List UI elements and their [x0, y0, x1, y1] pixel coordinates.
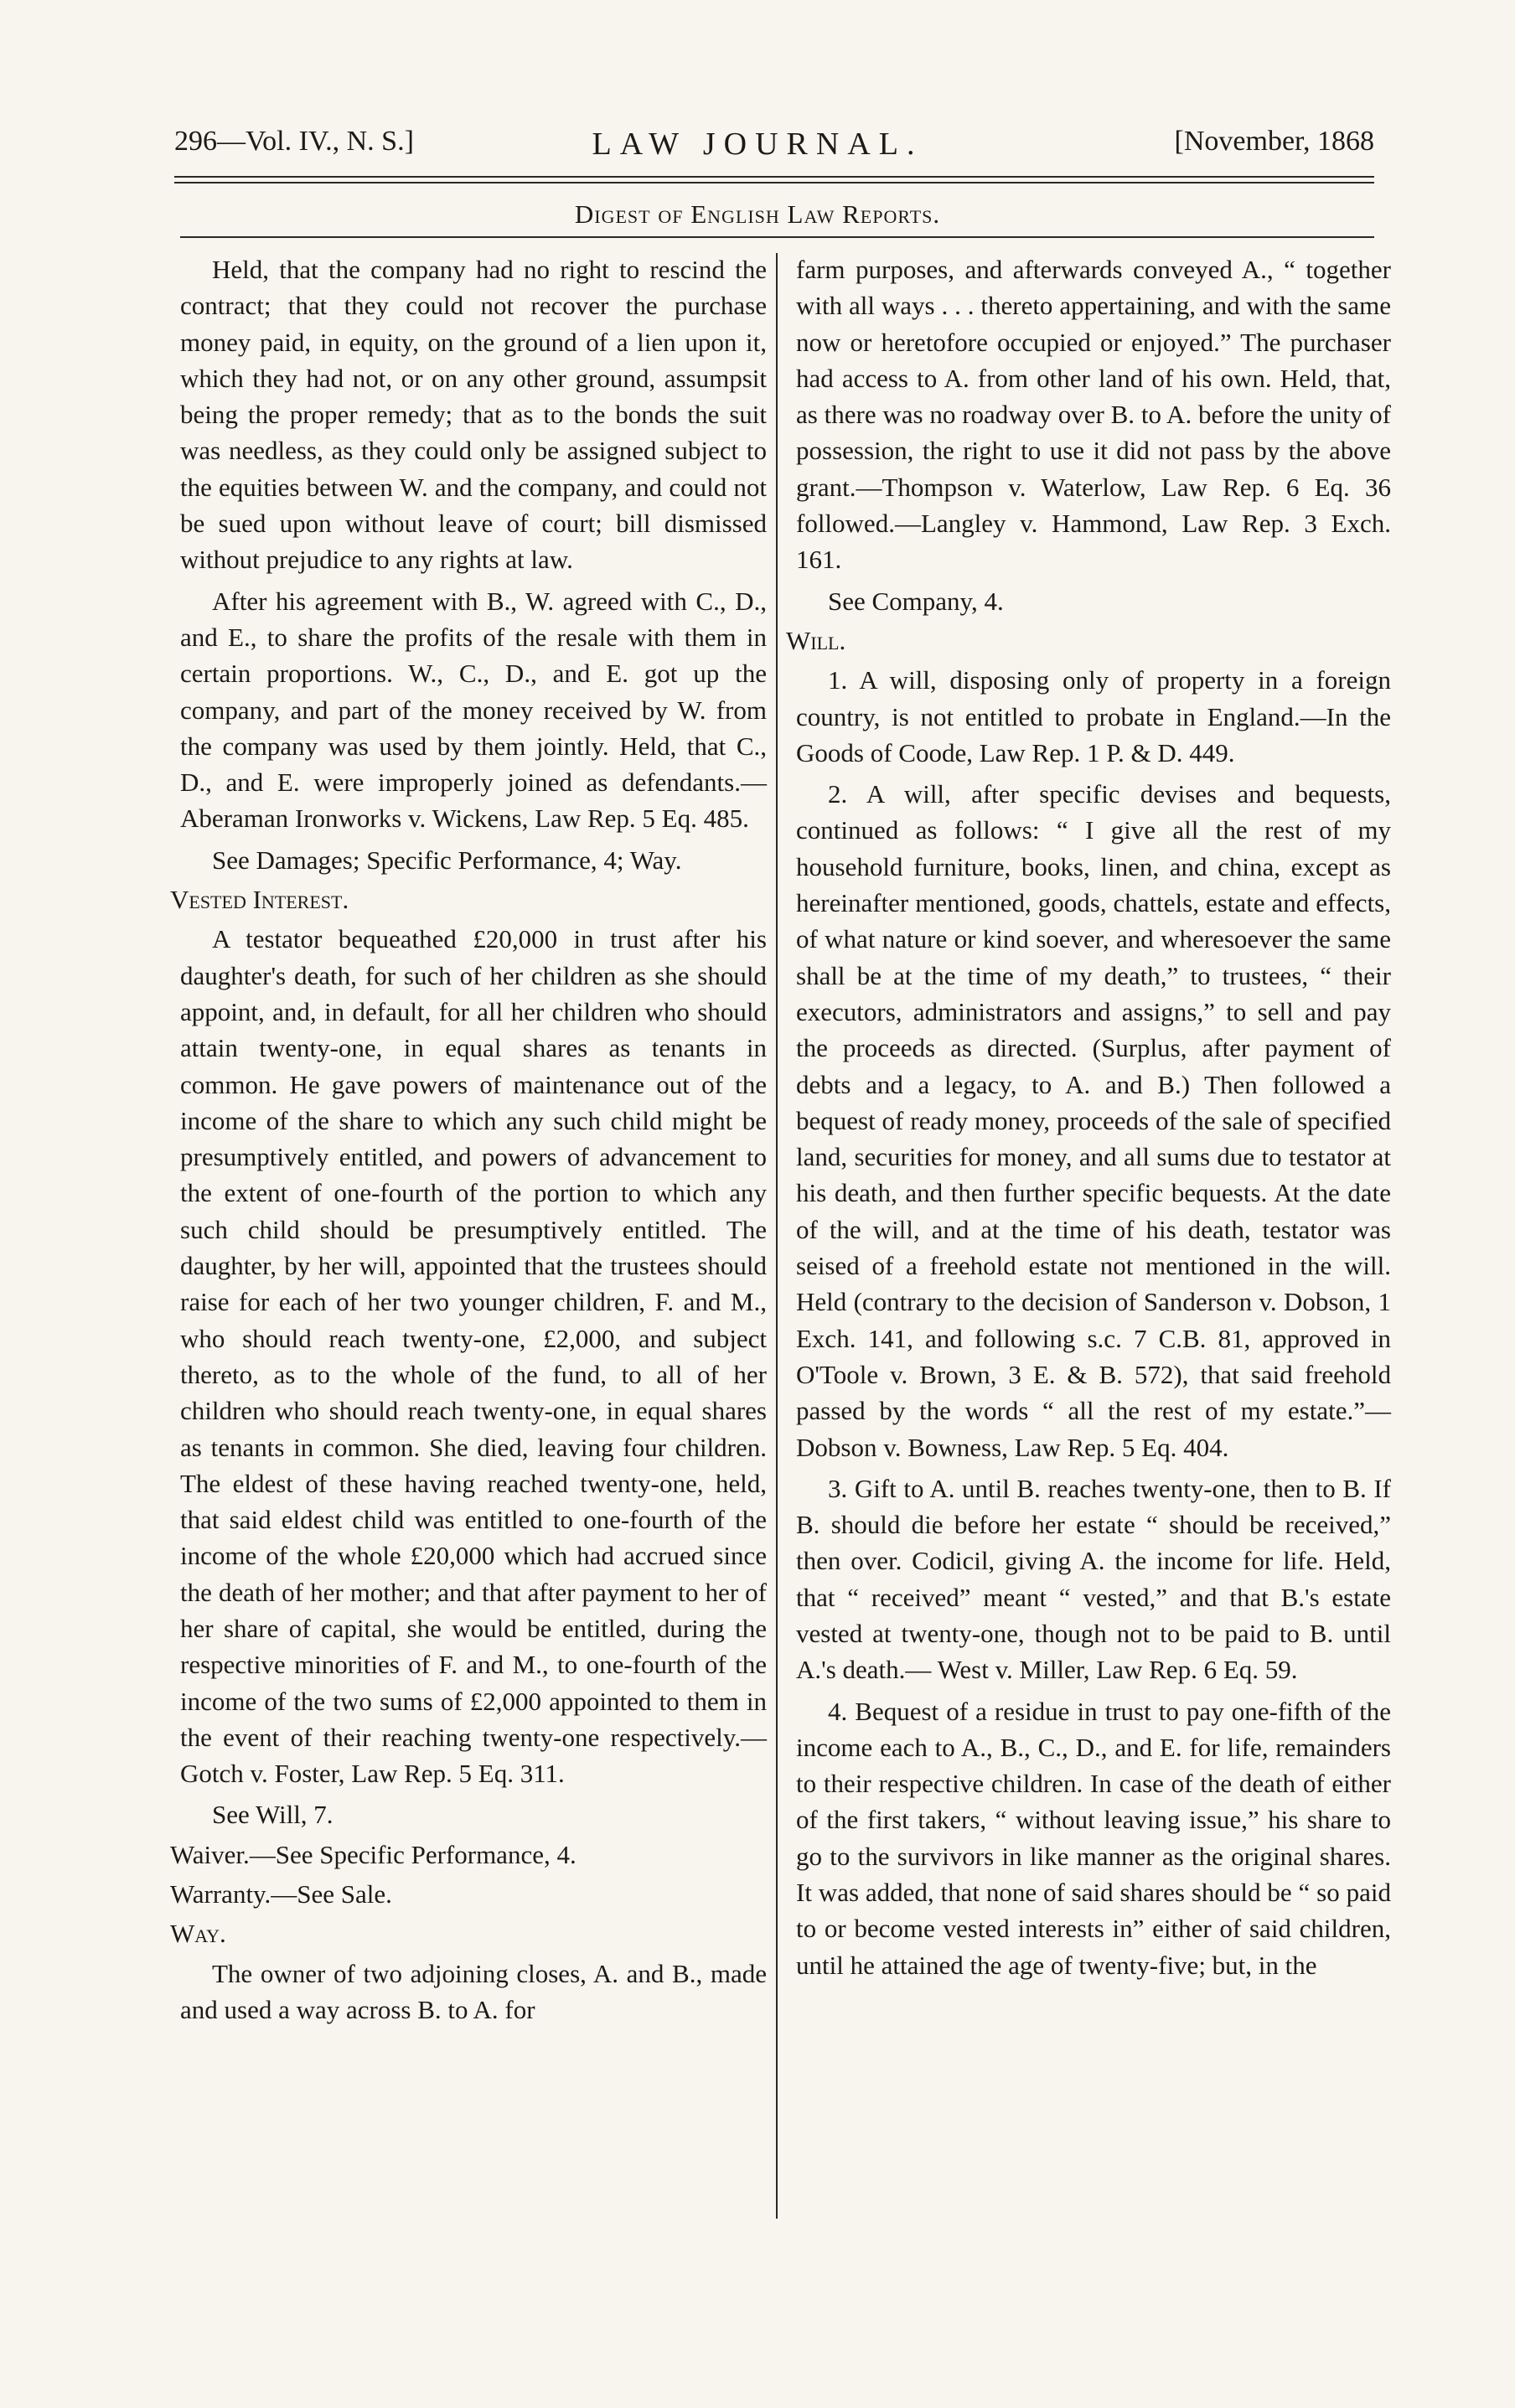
- paragraph: 4. Bequest of a residue in trust to pay one-fifth of the income each to A., B., C., D., and E. for life, remainders to their respective children. In case of the death of either of the first takers, “ without leaving issue,” his share to go to the survivors in like manner as the original shares. It was added, that none of said shares should be “ so paid to or become vested interests in” either of said children, until he attained the age of twenty-five; but, in the: [796, 1696, 1391, 1980]
- column-divider: [776, 253, 778, 2219]
- journal-title: LAW JOURNAL.: [592, 127, 923, 162]
- paragraph: 3. Gift to A. until B. reaches twenty-one, then to B. If B. should die before her estate “ should be received,” then over. Codicil, giving A. the income for life. Held, that “ received” meant “ vested,” and that B.'s estate vested at twenty-one, though not to be paid to B. until A.'s death.— West v. Miller, Law Rep. 6 Eq. 59.: [796, 1473, 1391, 1685]
- cross-reference: See Will, 7.: [212, 1800, 334, 1830]
- paragraph: After his agreement with B., W. agreed with C., D., and E., to share the profits of the resale with them in certain proportions. W., C., D., and E. got up the company, and part of the money received by W. from the company was used by them jointly. Held, that C., D., and E. were improperly joined as defendants.—Aberaman Ironworks v. Wickens, Law Rep. 5 Eq. 485.: [180, 586, 767, 834]
- section-heading: Digest of English Law Reports.: [574, 199, 941, 229]
- entry-heading: Way.: [170, 1919, 226, 1949]
- paragraph: A testator bequeathed £20,000 in trust after his daughter's death, for such of her children as she should appoint, and, in default, for all her children who should attain twenty-one, in equal shares as tenants in common. He gave powers of maintenance out of the income of the share to which any such child might be presumptively entitled, and powers of advancement to the extent of one-fourth of the portion to which any such child should be presumptively entitled. The daughter, by her will, appointed that the trustees should raise for each of her two younger children, F. and M., who should reach twenty-one, £2,000, and subject thereto, as to the whole of the fund, to all of her children who should reach twenty-one, in equal shares as tenants in common. She died, leaving four children. The eldest of these having reached twenty-one, held, that said eldest child was entitled to one-fourth of the income of the whole £20,000 which had accrued since the death of her mother; and that after payment to her of her share of capital, she would be entitled, during the respective minorities of F. and M., to one-fourth of the income of the two sums of £2,000 appointed to them in the event of their reaching twenty-one respectively.—Gotch v. Foster, Law Rep. 5 Eq. 311.: [180, 924, 767, 1789]
- running-head-date: [November, 1868: [1174, 126, 1374, 157]
- entry-heading: Waiver.—See Specific Performance, 4.: [170, 1839, 577, 1869]
- section-rule: [180, 236, 1374, 238]
- header-rule-top: [174, 176, 1374, 178]
- paragraph: The owner of two adjoining closes, A. and B., made and used a way across B. to A. for: [180, 1958, 767, 2024]
- entry-heading: Vested Interest.: [170, 885, 349, 915]
- paragraph: 1. A will, disposing only of property in a foreign country, is not entitled to probate in England.—In the Goods of Coode, Law Rep. 1 P. & D. 449.: [796, 665, 1391, 767]
- right-column: [786, 251, 1391, 1988]
- running-head-volume: 296—Vol. IV., N. S.]: [174, 126, 414, 157]
- entry-heading: Will.: [786, 625, 846, 655]
- paragraph: 2. A will, after specific devises and bequests, continued as follows: “ I give all the rest of my household furniture, books, linen, and china, except as hereinafter mentioned, goods, chattels, estate and effects, of what nature or kind soever, and wheresoever the same shall be at the time of my death,” to trustees, “ their executors, administrators and assigns,” to sell and pay the proceeds as directed. (Surplus, after payment of debts and a legacy, to A. and B.) Then followed a bequest of ready money, proceeds of the sale of specified land, securities for money, and all sums due to testator at his death, and then further specific bequests. At the date of the will, and at the time of his death, testator was seised of a freehold estate not mentioned in the will. Held (contrary to the decision of Sanderson v. Dobson, 1 Exch. 141, and following s.c. 7 C.B. 81, approved in O'Toole v. Brown, 3 E. & B. 572), that said freehold passed by the words “ all the rest of my estate.”—Dobson v. Bowness, Law Rep. 5 Eq. 404.: [796, 779, 1391, 1462]
- entry-heading: Warranty.—See Sale.: [170, 1879, 392, 1909]
- cross-reference: See Damages; Specific Performance, 4; Way.: [212, 845, 682, 875]
- paragraph: farm purposes, and afterwards conveyed A., “ together with all ways . . . thereto appertaining, and with the same now or heretofore occupied or enjoyed.” The purchaser had access to A. from other land of his own. Held, that, as there was no roadway over B. to A. before the unity of possession, the right to use it did not pass by the above grant.—Thompson v. Waterlow, Law Rep. 6 Eq. 36 followed.—Langley v. Hammond, Law Rep. 3 Exch. 161.: [796, 255, 1391, 575]
- left-column: [170, 251, 767, 2033]
- paragraph: Held, that the company had no right to rescind the contract; that they could not recover the purchase money paid, in equity, on the ground of a lien upon it, which they had not, or on any other ground, assumpsit being the proper remedy; that as to the bonds the suit was needless, as they could only be assigned subject to the equities between W. and the company, and could not be sued upon without leave of court; bill dismissed without prejudice to any rights at law.: [180, 255, 767, 575]
- header-rule-bottom: [174, 182, 1374, 183]
- cross-reference: See Company, 4.: [828, 586, 1004, 616]
